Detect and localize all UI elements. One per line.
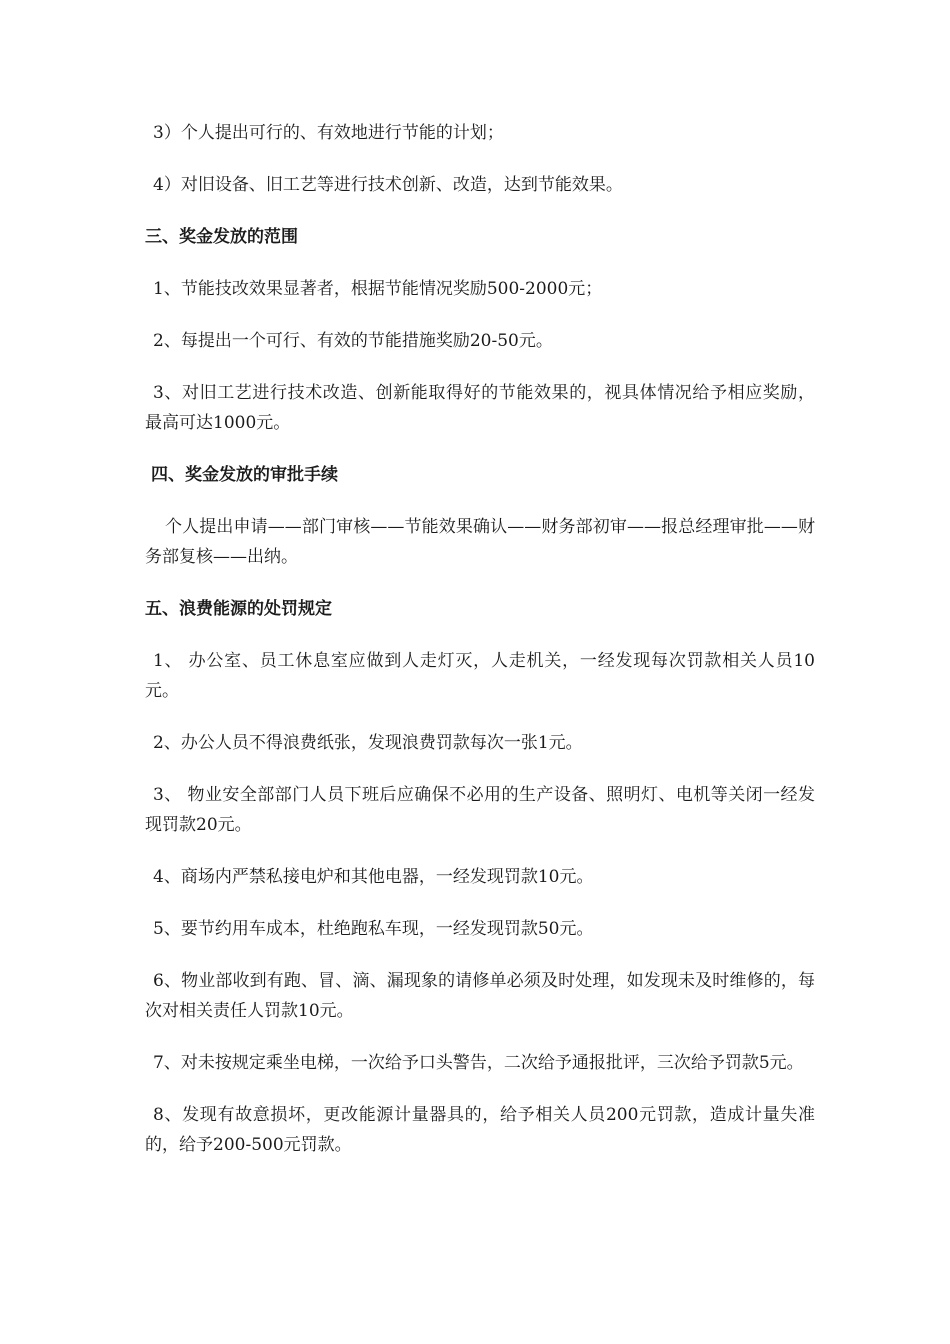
list-item: 4）对旧设备、旧工艺等进行技术创新、改造，达到节能效果。: [153, 175, 623, 195]
list-item: 3、 物业安全部部门人员下班后应确保不必用的生产设备、照明灯、电机等关闭一经发现罚款20元。: [145, 785, 815, 835]
list-item: 2、办公人员不得浪费纸张，发现浪费罚款每次一张1元。: [153, 733, 583, 753]
list-item: 4、商场内严禁私接电炉和其他电器，一经发现罚款10元。: [153, 867, 594, 887]
list-item: 1、节能技改效果显著者，根据节能情况奖励500-2000元；: [153, 279, 603, 299]
section-heading: 四、奖金发放的审批手续: [151, 465, 338, 485]
approval-process-text: 个人提出申请——部门审核——节能效果确认——财务部初审——报总经理审批——财务部复核——出纳。: [145, 517, 815, 567]
section-heading: 三、奖金发放的范围: [145, 227, 298, 247]
section-heading: 五、浪费能源的处罚规定: [145, 599, 332, 619]
document-page: [145, 118, 815, 1182]
list-item: 2、每提出一个可行、有效的节能措施奖励20-50元。: [153, 331, 553, 351]
list-item: 6、物业部收到有跑、冒、滴、漏现象的请修单必须及时处理，如发现未及时维修的，每次对相关责任人罚款10元。: [145, 971, 815, 1021]
list-item: 7、对未按规定乘坐电梯，一次给予口头警告，二次给予通报批评，三次给予罚款5元。: [153, 1053, 804, 1073]
list-item: 3、对旧工艺进行技术改造、创新能取得好的节能效果的，视具体情况给予相应奖励， 最高可达1000元。: [145, 383, 815, 433]
list-item: 5、要节约用车成本，杜绝跑私车现，一经发现罚款50元。: [153, 919, 594, 939]
list-item: 3）个人提出可行的、有效地进行节能的计划；: [153, 123, 504, 143]
list-item: 1、 办公室、员工休息室应做到人走灯灭，人走机关，一经发现每次罚款相关人员10元。: [145, 651, 815, 701]
list-item: 8、发现有故意损坏，更改能源计量器具的，给予相关人员200元罚款，造成计量失准的，给予200-500元罚款。: [145, 1105, 815, 1155]
